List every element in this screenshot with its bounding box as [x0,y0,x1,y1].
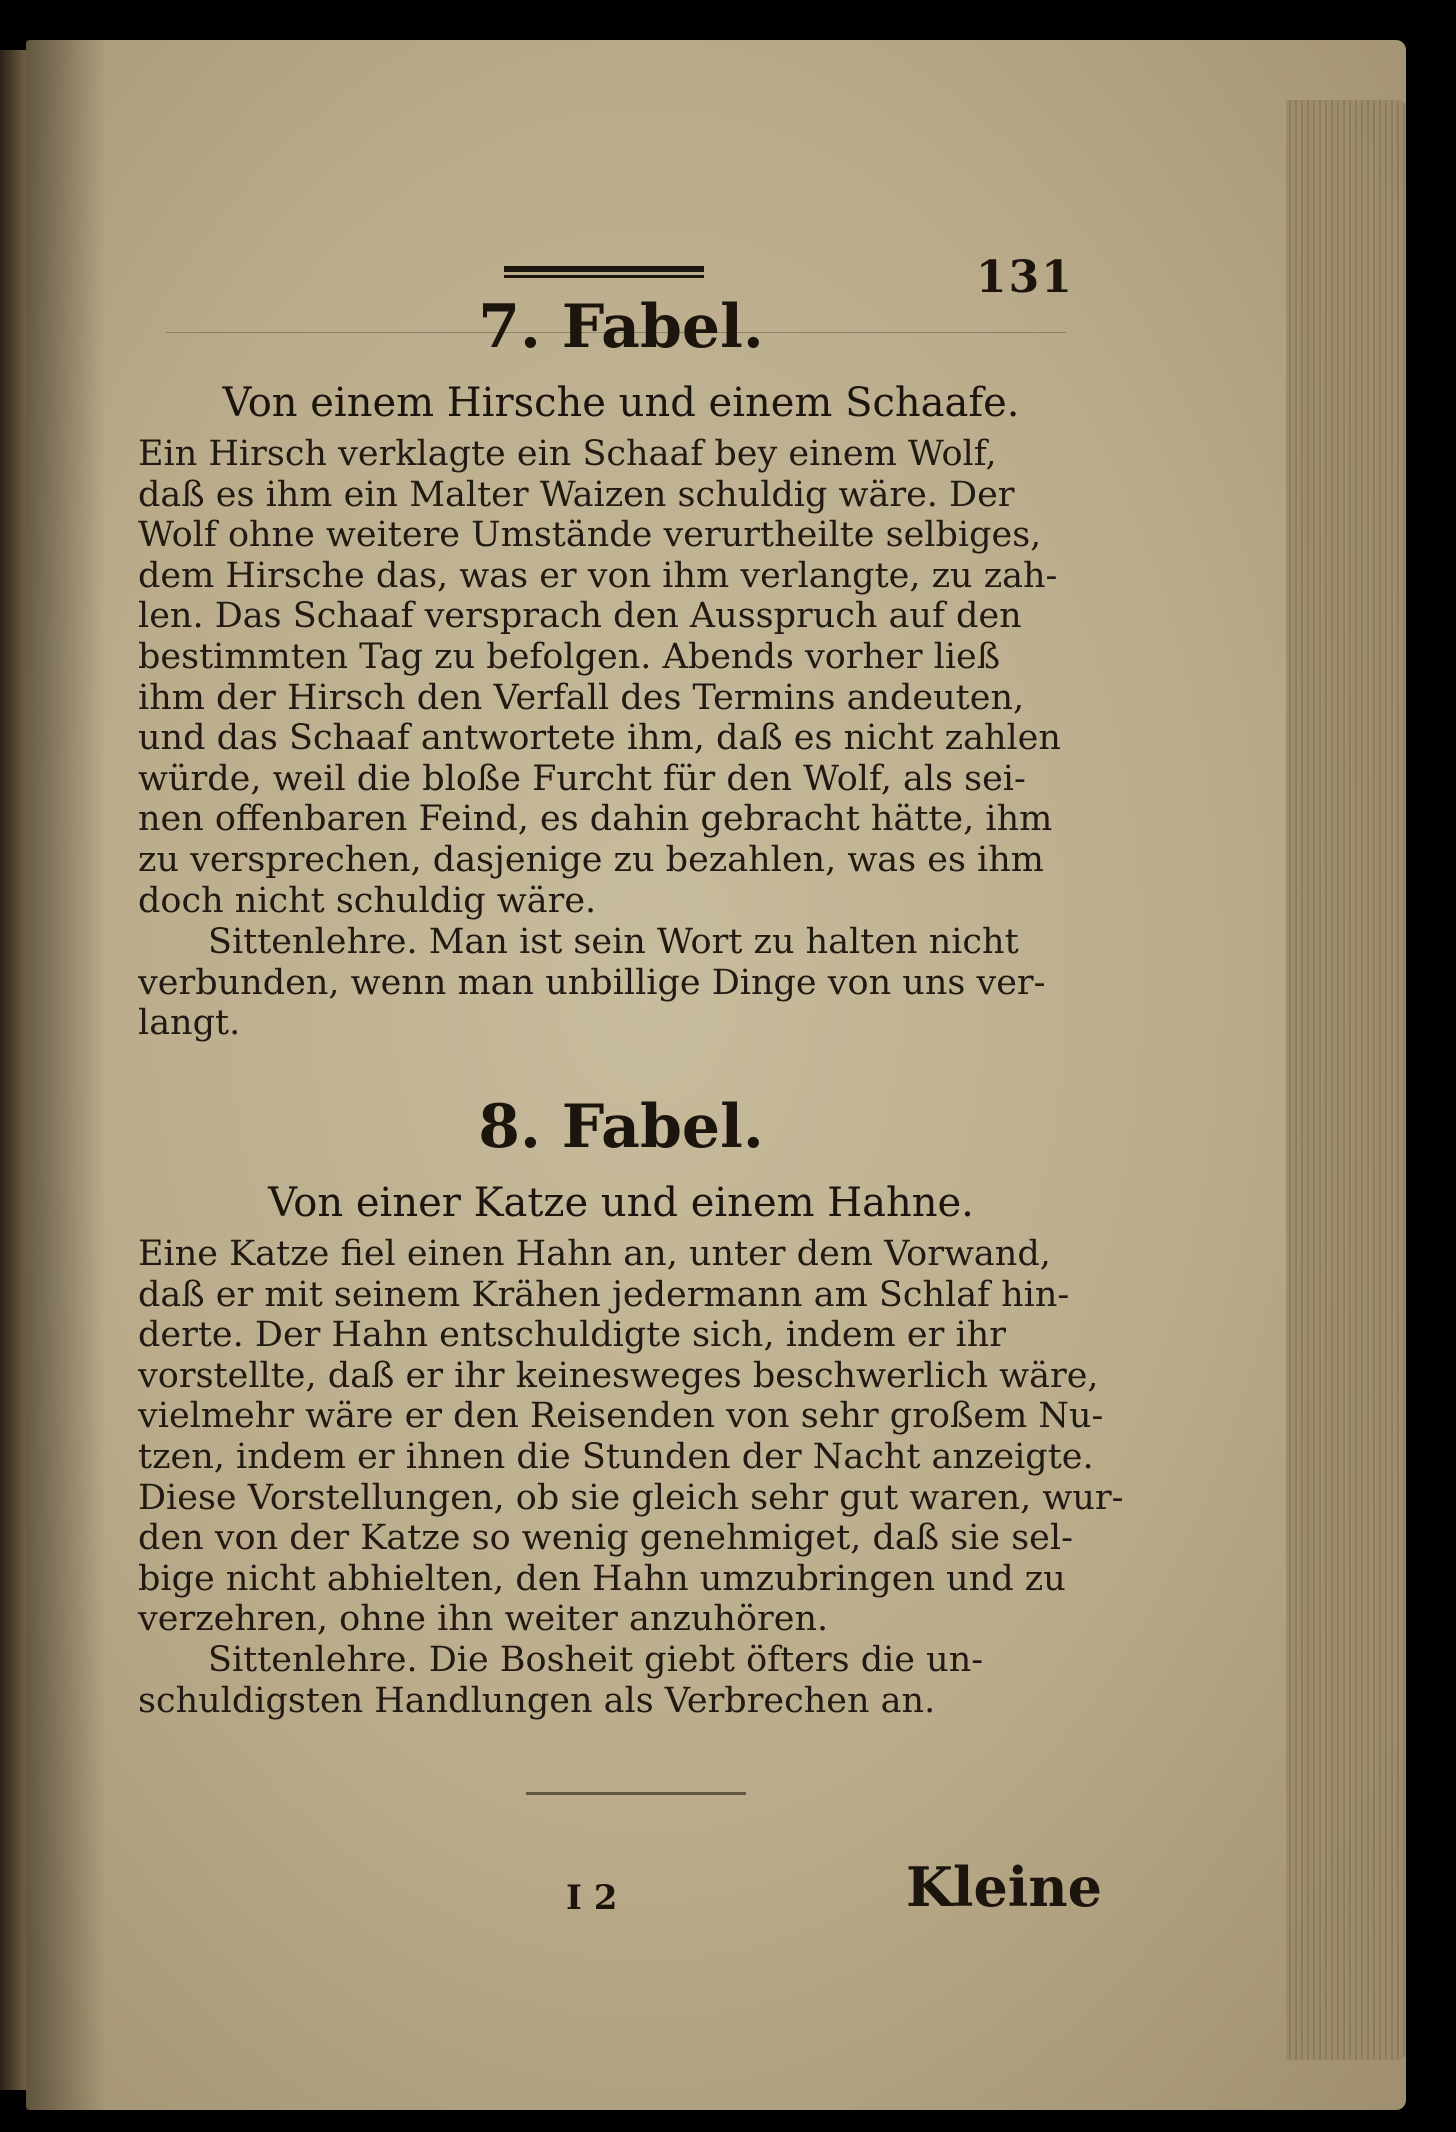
text-line: verzehren, ohne ihn weiter anzuhören. [138,1599,829,1640]
fable-8-moral [138,1640,1056,1721]
text-line: vielmehr wäre er den Reisenden von sehr großem Nu- [138,1396,1104,1437]
moral-line: Sittenlehre. Die Bosheit giebt öfters die un- [208,1640,984,1680]
moral-line: langt. [138,1003,241,1044]
text-line: Wolf ohne weitere Umstände verurtheilte selbiges, [138,515,1042,556]
text-line: daß er mit seinem Krähen jedermann am Schlaf hin- [138,1274,1070,1315]
facing-page-edge [0,50,26,2090]
fable-7-title: 7. Fabel. [478,292,764,362]
fable-7-moral [138,922,1056,1044]
text-line: nen offenbaren Feind, es dahin gebracht hätte, ihm [138,799,1053,840]
fable-8-body [138,1234,1124,1640]
text-line: len. Das Schaaf versprach den Ausspruch auf den [138,596,1022,637]
text-line: bestimmten Tag zu befolgen. Abends vorher ließ [138,636,1001,677]
moral-line: verbunden, wenn man unbillige Dinge von uns ver- [138,962,1046,1003]
text-line: doch nicht schuldig wäre. [138,880,597,921]
fable-7-body [138,434,1061,921]
header-ornament [504,266,704,280]
text-line: tzen, indem er ihnen die Stunden der Nacht anzeigte. [138,1436,1094,1477]
text-line: bige nicht abhielten, den Hahn umzubringen und zu [138,1558,1066,1599]
moral-line: Sittenlehre. Man ist sein Wort zu halten nicht [208,922,1019,962]
text-line: den von der Katze so wenig genehmiget, daß sie sel- [138,1518,1073,1559]
text-line: ihm der Hirsch den Verfall des Termins andeuten, [138,677,1025,718]
text-line: derte. Der Hahn entschuldigte sich, indem er ihr [138,1315,1006,1356]
text-line: vorstellte, daß er ihr keinesweges beschwerlich wäre, [138,1355,1099,1396]
text-line: würde, weil die bloße Furcht für den Wolf, als sei- [138,758,1026,799]
text-line: dem Hirsche das, was er von ihm verlangte, zu zah- [138,555,1058,596]
end-rule [526,1792,746,1795]
fable-8-subtitle: Von einer Katze und einem Hahne. [268,1180,974,1226]
text-line: und das Schaaf antwortete ihm, daß es nicht zahlen [138,718,1061,759]
fable-7-subtitle: Von einem Hirsche und einem Schaafe. [222,380,1020,426]
page-fore-edge [1286,100,1406,2060]
book-page [26,40,1406,2110]
text-line: Eine Katze fiel einen Hahn an, unter dem Vorwand, [138,1234,1051,1274]
fable-8-title: 8. Fabel. [478,1092,764,1162]
page-number: 131 [976,252,1074,303]
text-line: zu versprechen, dasjenige zu bezahlen, was es ihm [138,839,1044,880]
catchword: Kleine [906,1855,1102,1919]
moral-line: schuldigsten Handlungen als Verbrechen an. [138,1680,936,1721]
signature-mark: I 2 [566,1878,618,1918]
text-line: Diese Vorstellungen, ob sie gleich sehr gut waren, wur- [138,1477,1124,1518]
text-line: Ein Hirsch verklagte ein Schaaf bey einem Wolf, [138,434,997,474]
text-line: daß es ihm ein Malter Waizen schuldig wäre. Der [138,474,1015,515]
